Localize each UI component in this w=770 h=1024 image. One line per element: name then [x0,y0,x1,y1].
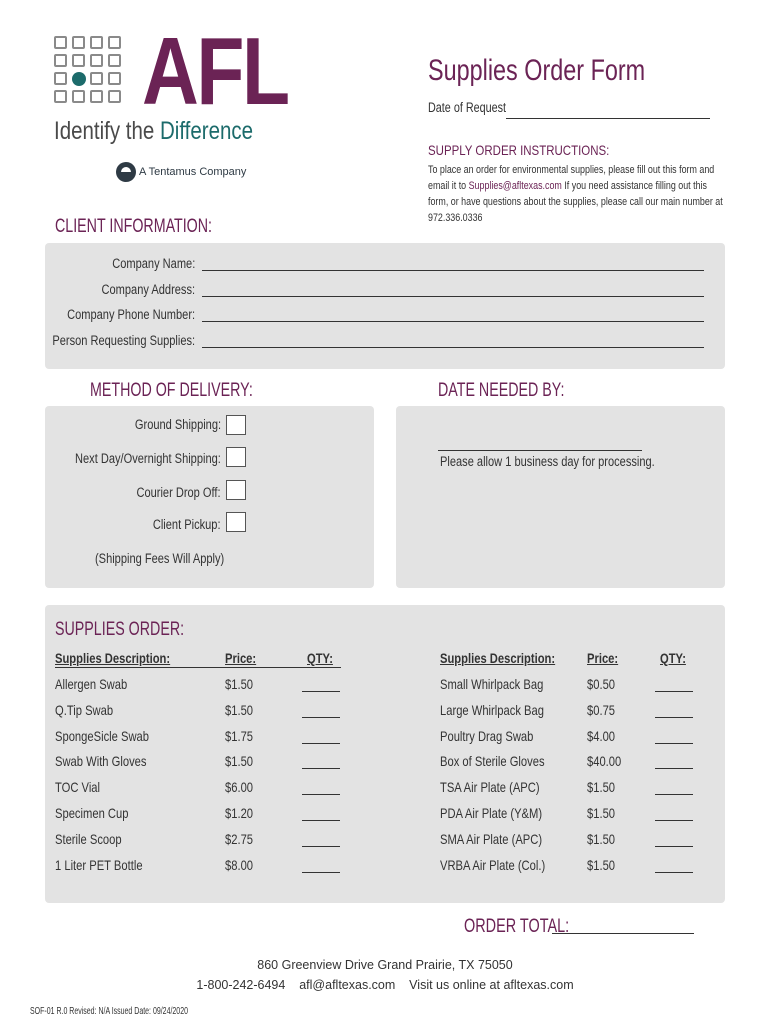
supply-price: $1.20 [225,805,254,821]
logo-square [108,72,121,85]
supply-qty-field[interactable] [302,743,340,744]
company-phone-label: Company Phone Number: [67,307,195,322]
instructions-text: To place an order for environmental supplies, please fill out this form and email it to Supplies@afltexas.com If you need assistance filling out this form, or have questions about the supplies, please call our main number at 972.336.0336 [428,164,723,224]
supply-qty-field[interactable] [655,691,693,692]
supply-qty-field[interactable] [302,872,340,873]
company-address-field[interactable] [202,296,704,297]
supply-qty-field[interactable] [655,717,693,718]
company-name-field[interactable] [202,270,704,271]
supply-qty-field[interactable] [655,794,693,795]
tentamus-icon [116,162,136,182]
left-qty-header: QTY: [307,650,333,666]
date-request-label: Date of Request [428,100,507,115]
supply-qty-field[interactable] [302,820,340,821]
footer-address: 860 Greenview Drive Grand Prairie, TX 75050 [257,958,513,972]
supply-price: $1.50 [225,753,254,770]
form-title: Supplies Order Form [428,54,646,87]
supply-price: $6.00 [225,779,254,796]
logo-dot [72,72,86,86]
supply-qty-field[interactable] [655,743,693,744]
date-needed-field[interactable] [438,450,642,451]
supply-qty-field[interactable] [655,820,693,821]
supply-price: $1.50 [587,779,616,796]
logo-square [72,90,85,103]
supply-name: Allergen Swab [55,676,128,692]
date-needed-heading: DATE NEEDED BY: [438,380,565,401]
logo-square [108,90,121,103]
left-header-rule [55,667,341,668]
right-price-header: Price: [587,650,619,666]
logo-square [90,36,103,49]
supply-price: $8.00 [225,856,254,873]
supply-price: $1.50 [225,676,254,692]
shipping-fees-note: (Shipping Fees Will Apply) [95,551,225,566]
supplies-heading: SUPPLIES ORDER: [55,619,185,640]
supply-name: Small Whirlpack Bag [440,676,544,692]
supply-price: $40.00 [587,753,622,770]
logo-grid-icon [54,36,126,108]
brand-tagline: Identify the Difference [54,117,254,145]
footer-contact: 1-800-242-6494 afl@afltexas.com Visit us online at afltexas.com [196,978,574,992]
logo-square [90,72,103,85]
form-code: SOF-01 R.0 Revised: N/A Issued Date: 09/24/2020 [30,1006,188,1017]
order-total-field[interactable] [552,933,694,934]
supply-price: $1.50 [587,856,616,873]
logo-square [54,72,67,85]
supply-price: $1.75 [225,727,254,744]
supply-qty-field[interactable] [302,691,340,692]
left-price-header: Price: [225,650,257,666]
supply-qty-field[interactable] [302,717,340,718]
client-info-heading: CLIENT INFORMATION: [55,216,213,237]
supply-name: Sterile Scoop [55,830,122,847]
date-needed-panel [396,406,725,588]
supply-price: $4.00 [587,727,616,744]
parent-company: A Tentamus Company [116,162,246,182]
supply-price: $1.50 [225,701,254,718]
logo-square [108,36,121,49]
supply-qty-field[interactable] [655,768,693,769]
supply-qty-field[interactable] [655,872,693,873]
logo-square [72,54,85,67]
logo-square [54,90,67,103]
ground-shipping-checkbox[interactable] [226,415,246,435]
supply-name: Q.Tip Swab [55,701,114,718]
date-request-field[interactable] [506,118,710,119]
supply-name: PDA Air Plate (Y&M) [440,805,543,821]
supply-name: Swab With Gloves [55,753,147,770]
supply-name: Specimen Cup [55,805,129,821]
supply-name: Poultry Drag Swab [440,727,534,744]
logo-square [72,36,85,49]
supply-qty-field[interactable] [302,768,340,769]
next-day-checkbox[interactable] [226,447,246,467]
supply-price: $2.75 [225,830,254,847]
logo-square [90,90,103,103]
company-address-label: Company Address: [101,282,195,297]
next-day-label: Next Day/Overnight Shipping: [75,451,221,466]
supplies-email-link[interactable]: Supplies@afltexas.com [468,180,562,192]
supply-name: VRBA Air Plate (Col.) [440,856,546,873]
right-desc-header: Supplies Description: [440,650,556,666]
supply-name: SMA Air Plate (APC) [440,830,543,847]
supply-price: $0.50 [587,676,616,692]
supply-qty-field[interactable] [655,846,693,847]
courier-label: Courier Drop Off: [136,485,221,500]
order-total-label: ORDER TOTAL: [464,916,570,937]
supply-qty-field[interactable] [302,846,340,847]
supply-name: 1 Liter PET Bottle [55,856,143,873]
logo-square [54,54,67,67]
supply-price: $1.50 [587,805,616,821]
person-requesting-field[interactable] [202,347,704,348]
instructions-heading: SUPPLY ORDER INSTRUCTIONS: [428,142,610,158]
client-pickup-checkbox[interactable] [226,512,246,532]
supply-name: TOC Vial [55,779,101,796]
logo-square [108,54,121,67]
logo-square [54,36,67,49]
supply-price: $1.50 [587,830,616,847]
ground-shipping-label: Ground Shipping: [134,417,221,432]
left-desc-header: Supplies Description: [55,650,171,666]
supply-name: TSA Air Plate (APC) [440,779,540,796]
person-requesting-label: Person Requesting Supplies: [52,333,195,348]
right-qty-header: QTY: [660,650,686,666]
courier-checkbox[interactable] [226,480,246,500]
supply-price: $0.75 [587,701,616,718]
logo-square [90,54,103,67]
company-phone-field[interactable] [202,321,704,322]
brand-logo: AFL [142,18,288,125]
company-name-label: Company Name: [111,256,195,271]
supply-name: SpongeSicle Swab [55,727,150,744]
delivery-heading: METHOD OF DELIVERY: [90,380,253,401]
supply-name: Large Whirlpack Bag [440,701,544,718]
supply-name: Box of Sterile Gloves [440,753,545,770]
supply-qty-field[interactable] [302,794,340,795]
client-pickup-label: Client Pickup: [153,517,221,532]
processing-note: Please allow 1 business day for processing. [440,454,655,469]
